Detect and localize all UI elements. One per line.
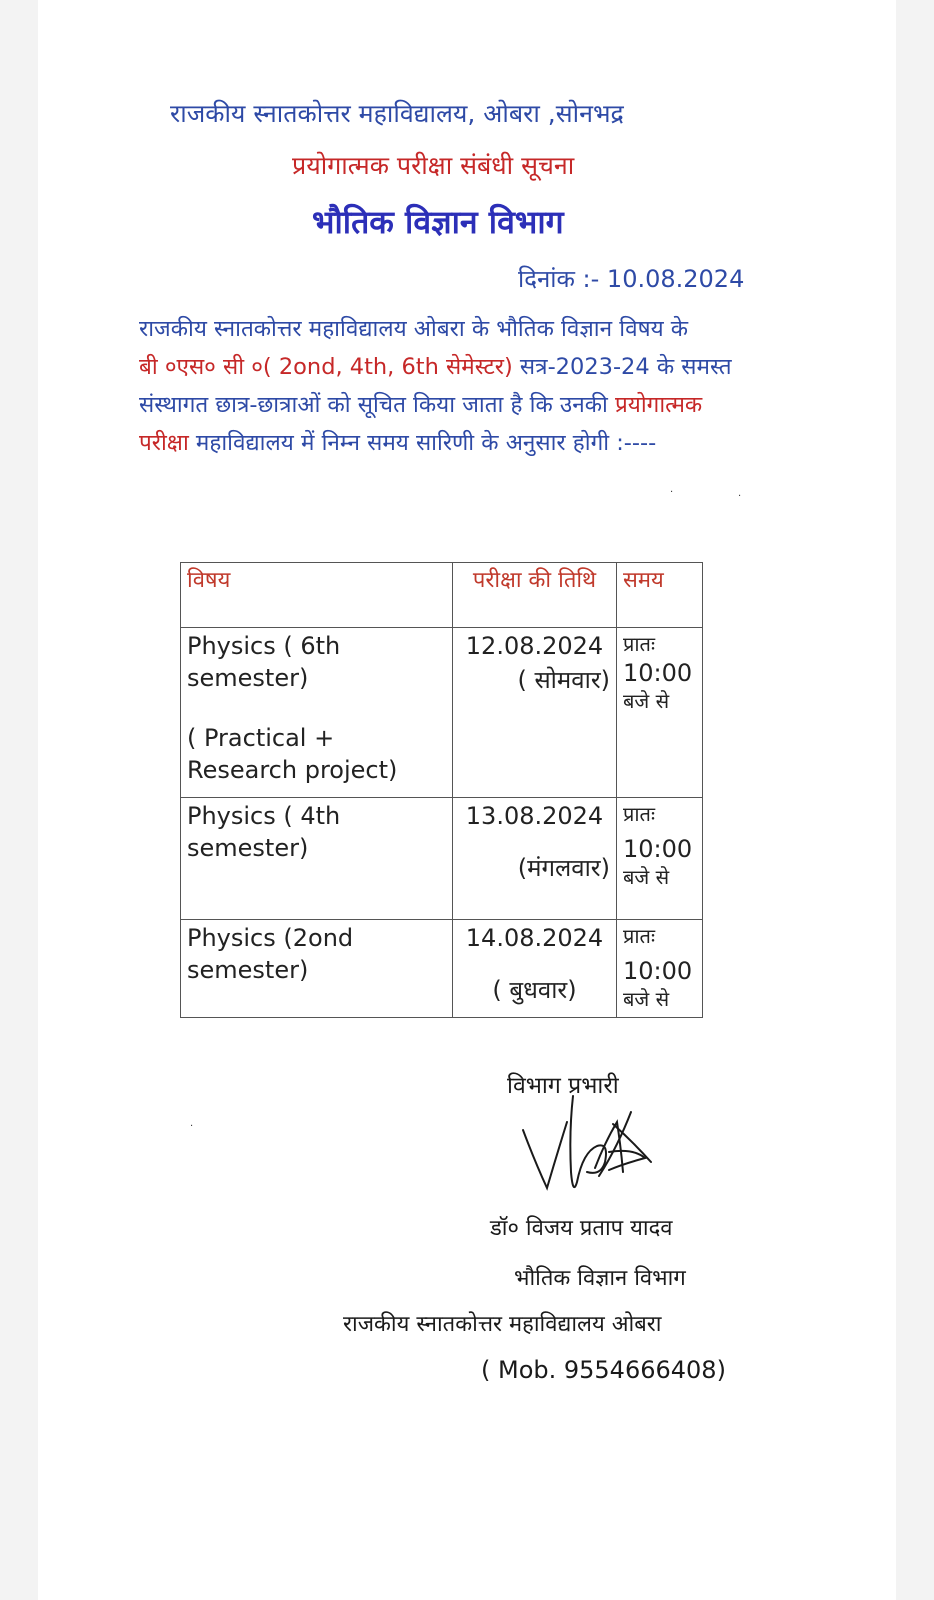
- time-suffix: बजे से: [623, 865, 670, 889]
- course-text: बी ०एस० सी ०( 2ond, 4th, 6th सेमेस्टर): [139, 354, 513, 380]
- exam-day: ( बुधवार): [492, 976, 577, 1004]
- department-title: भौतिक विज्ञान विभाग: [312, 203, 564, 241]
- body-line-3-text: संस्थागत छात्र-छात्राओं को सूचित किया जाता है कि उनकी: [139, 392, 615, 418]
- notice-date: दिनांक :- 10.08.2024: [518, 265, 745, 293]
- signatory-college: राजकीय स्नातकोत्तर महाविद्यालय ओबरा: [343, 1312, 662, 1337]
- table-header-row: [181, 563, 703, 628]
- subject-text: Physics ( 6th semester): [187, 632, 341, 692]
- body-line-4-text: महाविद्यालय में निम्न समय सारिणी के अनुसार होगी :----: [188, 430, 657, 456]
- exam-highlight: परीक्षा: [139, 430, 189, 456]
- session-text: सत्र-2023-24 के समस्त: [512, 354, 732, 380]
- time-value: 10:00: [623, 659, 693, 687]
- time-suffix: बजे से: [623, 987, 670, 1011]
- subject-text: Physics ( 4th semester): [187, 802, 341, 862]
- row-subject-cell: [181, 920, 453, 1018]
- row-date-cell: [453, 628, 617, 798]
- subject-extra-text: ( Practical + Research project): [187, 724, 398, 784]
- practical-highlight: प्रयोगात्मक: [614, 392, 703, 418]
- header-subject: विषय: [181, 563, 453, 628]
- body-line-1: राजकीय स्नातकोत्तर महाविद्यालय ओबरा के भौतिक विज्ञान विषय के: [139, 316, 689, 342]
- signatory-mobile: ( Mob. 9554666408): [481, 1356, 726, 1384]
- stray-dot: .: [670, 484, 674, 495]
- header-exam-date: परीक्षा की तिथि: [453, 563, 617, 628]
- row-subject-cell: [181, 628, 453, 798]
- row-time-cell: [617, 628, 703, 798]
- time-prefix: प्रातः: [623, 632, 655, 656]
- row-subject-cell: [181, 798, 453, 920]
- time-suffix: बजे से: [623, 689, 670, 713]
- signatory-name: डॉ० विजय प्रताप यादव: [490, 1216, 673, 1241]
- time-value: 10:00: [623, 835, 693, 863]
- time-value: 10:00: [623, 957, 693, 985]
- subject-text: Physics (2ond semester): [187, 924, 354, 984]
- time-prefix: प्रातः: [623, 924, 655, 948]
- exam-day: ( सोमवार): [517, 666, 610, 694]
- college-heading: राजकीय स्नातकोत्तर महाविद्यालय, ओबरा ,सोनभद्र: [170, 99, 624, 128]
- row-time-cell: [617, 920, 703, 1018]
- handwritten-signature: [513, 1092, 653, 1202]
- body-line-3: [139, 388, 702, 419]
- exam-date: 14.08.2024: [465, 924, 604, 952]
- table-row: [181, 920, 703, 1018]
- time-prefix: प्रातः: [623, 802, 655, 826]
- row-date-cell: [453, 798, 617, 920]
- row-time-cell: [617, 798, 703, 920]
- exam-date: 13.08.2024: [465, 802, 604, 830]
- stray-dot: .: [738, 488, 742, 499]
- body-line-2: [139, 350, 732, 381]
- document-page: [38, 0, 896, 1600]
- header-time: समय: [617, 563, 703, 628]
- exam-day: (मंगलवार): [517, 854, 610, 882]
- schedule-table: [180, 562, 703, 1018]
- row-date-cell: [453, 920, 617, 1018]
- table-row: [181, 798, 703, 920]
- stray-dot: .: [190, 1118, 194, 1129]
- exam-date: 12.08.2024: [465, 632, 604, 660]
- notice-title: प्रयोगात्मक परीक्षा संबंधी सूचना: [292, 151, 575, 180]
- signatory-department: भौतिक विज्ञान विभाग: [514, 1266, 686, 1291]
- signatory-role: विभाग प्रभारी: [507, 1073, 619, 1099]
- body-line-4: [139, 426, 656, 457]
- table-row: [181, 628, 703, 798]
